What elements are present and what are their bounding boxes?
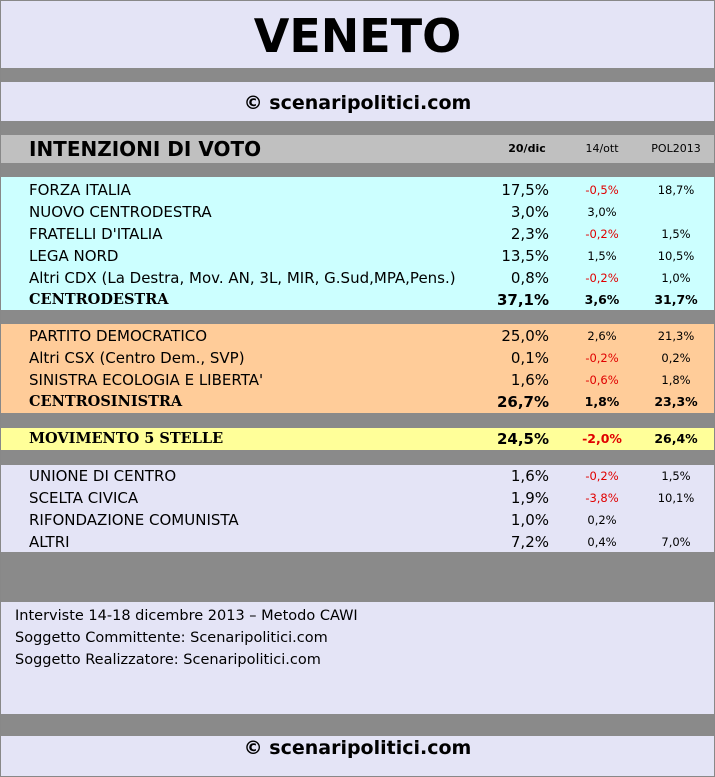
value-14ott: 2,6% [587, 329, 617, 343]
separator-band [1, 450, 714, 465]
separator-band [1, 310, 714, 324]
table-row [1, 531, 714, 553]
party-label: PARTITO DEMOCRATICO [29, 327, 208, 345]
separator-band [1, 163, 714, 177]
party-label: NUOVO CENTRODESTRA [29, 203, 212, 221]
value-14ott: 0,4% [587, 535, 617, 549]
table-row [1, 325, 714, 347]
value-14ott: 1,5% [587, 249, 617, 263]
table-row [1, 487, 714, 509]
value-pol2013: 1,5% [661, 227, 691, 241]
value-14ott: -2,0% [582, 431, 622, 446]
value-14ott: -0,2% [585, 227, 619, 241]
footer-realizzatore: Soggetto Realizzatore: Scenaripolitici.com [15, 652, 321, 668]
value-pol2013: 10,5% [657, 249, 695, 263]
value-14ott: -0,6% [585, 373, 619, 387]
value-20dic: 1,0% [510, 511, 549, 529]
total-row [1, 428, 714, 450]
party-label: RIFONDAZIONE COMUNISTA [29, 511, 239, 529]
value-pol2013 [641, 201, 711, 223]
copyright-bottom: © scenaripolitici.com [243, 737, 472, 759]
value-20dic: 37,1% [496, 291, 549, 309]
value-20dic: 17,5% [501, 181, 549, 199]
value-14ott: -0,2% [585, 351, 619, 365]
value-20dic: 3,0% [510, 203, 549, 221]
value-20dic: 0,1% [510, 349, 549, 367]
value-14ott: 1,8% [584, 394, 620, 409]
value-pol2013: 7,0% [661, 535, 691, 549]
copyright-top: © scenaripolitici.com [243, 92, 472, 114]
value-pol2013: 1,0% [661, 271, 691, 285]
party-label: FRATELLI D'ITALIA [29, 225, 163, 243]
value-14ott: -0,2% [585, 469, 619, 483]
value-14ott: 3,6% [584, 292, 620, 307]
section-altri [1, 465, 714, 555]
column-header-20dic: 20/dic [508, 142, 546, 155]
column-header-pol2013: POL2013 [651, 142, 701, 155]
value-pol2013: 31,7% [654, 292, 698, 307]
table-title: INTENZIONI DI VOTO [29, 137, 262, 161]
value-20dic: 1,9% [510, 489, 549, 507]
table-row [1, 465, 714, 487]
value-20dic: 2,3% [510, 225, 549, 243]
table-row [1, 267, 714, 289]
value-14ott: 3,0% [587, 205, 617, 219]
value-pol2013: 10,1% [657, 491, 695, 505]
party-label: UNIONE DI CENTRO [29, 467, 177, 485]
column-header-14ott: 14/ott [585, 142, 619, 155]
value-14ott: 0,2% [587, 513, 617, 527]
table-row [1, 223, 714, 245]
party-label: SCELTA CIVICA [29, 489, 139, 507]
value-14ott: -0,5% [585, 183, 619, 197]
value-20dic: 26,7% [496, 393, 549, 411]
separator-band [1, 413, 714, 428]
party-label: Altri CDX (La Destra, Mov. AN, 3L, MIR, G.Sud,MPA,Pens.) [29, 269, 456, 287]
value-pol2013: 0,2% [661, 351, 691, 365]
table-row [1, 509, 714, 531]
section-m5s [1, 428, 714, 450]
table-row [1, 347, 714, 369]
party-label: CENTRODESTRA [29, 291, 169, 308]
value-pol2013: 1,8% [661, 373, 691, 387]
party-label: SINISTRA ECOLOGIA E LIBERTA' [29, 371, 264, 389]
value-20dic: 13,5% [501, 247, 549, 265]
value-pol2013: 18,7% [657, 183, 695, 197]
table-row [1, 369, 714, 391]
value-pol2013: 21,3% [657, 329, 695, 343]
table-row [1, 201, 714, 223]
page-title: VENETO [253, 9, 462, 63]
value-20dic: 7,2% [510, 533, 549, 551]
value-20dic: 1,6% [510, 467, 549, 485]
table-header [1, 135, 714, 163]
table-row [1, 245, 714, 267]
value-pol2013 [641, 509, 711, 531]
party-label: CENTROSINISTRA [29, 393, 183, 410]
footer-methodology: Interviste 14-18 dicembre 2013 – Metodo CAWI [15, 608, 358, 624]
separator-band [1, 714, 714, 736]
party-label: LEGA NORD [29, 247, 119, 265]
separator-band [1, 121, 714, 135]
value-20dic: 0,8% [510, 269, 549, 287]
value-14ott: -0,2% [585, 271, 619, 285]
section-centrodestra [1, 177, 714, 313]
separator-band [1, 552, 714, 602]
value-20dic: 24,5% [496, 430, 549, 448]
party-label: FORZA ITALIA [29, 181, 131, 199]
value-14ott: -3,8% [585, 491, 619, 505]
party-label: MOVIMENTO 5 STELLE [29, 430, 224, 447]
value-20dic: 1,6% [510, 371, 549, 389]
section-centrosinistra [1, 324, 714, 415]
value-pol2013: 1,5% [661, 469, 691, 483]
value-pol2013: 26,4% [654, 431, 698, 446]
footer-committente: Soggetto Committente: Scenaripolitici.com [15, 630, 328, 646]
separator-band [1, 68, 714, 82]
value-pol2013: 23,3% [654, 394, 698, 409]
value-20dic: 25,0% [501, 327, 549, 345]
table-row [1, 179, 714, 201]
party-label: Altri CSX (Centro Dem., SVP) [29, 349, 245, 367]
total-row [1, 391, 714, 413]
party-label: ALTRI [29, 533, 70, 551]
total-row [1, 289, 714, 311]
